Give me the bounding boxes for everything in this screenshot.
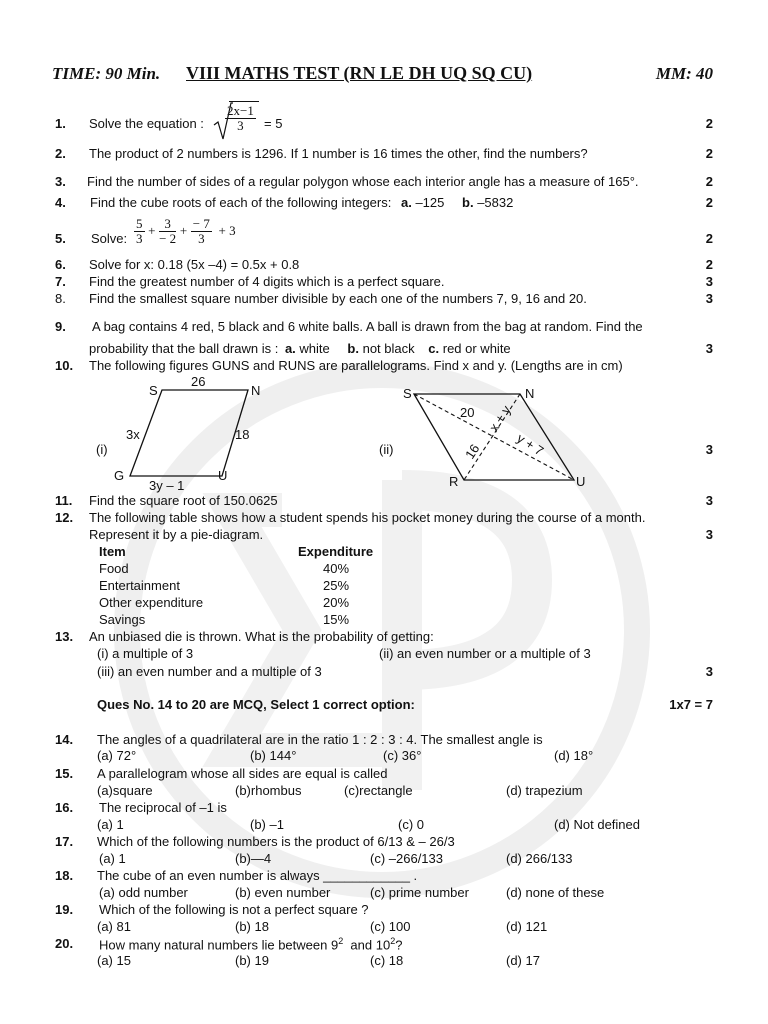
operator: + bbox=[148, 222, 156, 238]
radicand-fraction bbox=[225, 104, 256, 133]
question-number: 11. bbox=[55, 493, 73, 508]
segment-label: x + y bbox=[486, 402, 514, 435]
option-label: a. bbox=[284, 341, 296, 356]
question-number: 15. bbox=[55, 766, 74, 781]
mcq-section-marks: 1x7 = 7 bbox=[669, 697, 713, 712]
question-number: 19. bbox=[55, 902, 74, 917]
option-c: (c) –266/133 bbox=[370, 851, 443, 866]
side-length-label: 3y – 1 bbox=[149, 478, 185, 493]
question-number: 20. bbox=[55, 936, 74, 951]
option-value: –125 bbox=[415, 195, 445, 210]
question-text: Find the number of sides of a regular polygon whose each interior angle has a measure of 165°. bbox=[87, 174, 639, 189]
option-d: (d) 17 bbox=[506, 953, 540, 968]
question-marks: 2 bbox=[705, 146, 713, 161]
table-cell: 40% bbox=[323, 561, 350, 576]
option-value: red or white bbox=[442, 341, 511, 356]
vertex-label: N bbox=[251, 383, 261, 398]
time-label: TIME: 90 Min. bbox=[52, 64, 161, 83]
option-label: a. bbox=[400, 195, 412, 210]
vertex-label: U bbox=[576, 474, 586, 489]
table-cell: Food bbox=[99, 561, 129, 576]
fraction-denominator: 3 bbox=[136, 231, 143, 246]
option-value: not black bbox=[362, 341, 415, 356]
option-label: b. bbox=[347, 341, 359, 356]
option-a: (a) 81 bbox=[97, 919, 131, 934]
question-text: Solve for x: 0.18 (5x –4) = 0.5x + 0.8 bbox=[89, 257, 300, 272]
segment-label: y + 7 bbox=[514, 430, 547, 459]
option-a: (a) 15 bbox=[97, 953, 131, 968]
question-number: 18. bbox=[55, 868, 74, 883]
question-marks: 3 bbox=[705, 341, 713, 356]
question-text: Which of the following is not a perfect square ? bbox=[99, 902, 369, 917]
table-header: Expenditure bbox=[298, 544, 374, 559]
table-row bbox=[99, 560, 373, 577]
operator: + bbox=[179, 222, 188, 238]
table-cell: Other expenditure bbox=[99, 595, 204, 610]
question-text: Find the square root of 150.0625 bbox=[89, 493, 278, 508]
question-number: 8. bbox=[55, 291, 66, 306]
equation-rhs: = 5 bbox=[264, 116, 283, 131]
question-marks: 3 bbox=[705, 664, 713, 679]
segment-label: 20 bbox=[460, 405, 475, 420]
question-text: Which of the following numbers is the product of 6/13 & – 26/3 bbox=[97, 834, 455, 849]
option-c: (c) 36° bbox=[383, 748, 422, 763]
fraction-numerator: 2x−1 bbox=[227, 103, 254, 118]
vertex-label: R bbox=[449, 474, 459, 489]
question-text: Find the greatest number of 4 digits which is a perfect square. bbox=[89, 274, 445, 289]
sub-question: (iii) an even number and a multiple of 3 bbox=[97, 664, 322, 679]
question-number: 10. bbox=[55, 358, 74, 373]
table-cell: Entertainment bbox=[99, 578, 180, 593]
vertex-label: S bbox=[149, 383, 158, 398]
question-marks: 2 bbox=[705, 257, 713, 272]
question-number: 3. bbox=[55, 174, 66, 189]
option-c: (c) 0 bbox=[398, 817, 424, 832]
question-text: The following figures GUNS and RUNS are parallelograms. Find x and y. (Lengths are in cm) bbox=[89, 358, 623, 373]
question-marks: 3 bbox=[705, 442, 713, 457]
question-text: The product of 2 numbers is 1296. If 1 number is 16 times the other, find the numbers? bbox=[89, 146, 588, 161]
table-row bbox=[99, 594, 373, 611]
option-c: (c)rectangle bbox=[344, 783, 413, 798]
question-marks: 3 bbox=[705, 274, 713, 289]
question-text: A bag contains 4 red, 5 black and 6 white balls. A ball is drawn from the bag at random. Find the bbox=[92, 319, 643, 334]
question-number: 1. bbox=[55, 116, 66, 131]
question-number: 2. bbox=[55, 146, 66, 161]
side-length-label: 3x bbox=[126, 427, 140, 442]
question-text: Find the smallest square number divisible by each one of the numbers 7, 9, 16 and 20. bbox=[89, 291, 587, 306]
question-text: The angles of a quadrilateral are in the ratio 1 : 2 : 3 : 4. The smallest angle is bbox=[97, 732, 543, 747]
side-length-label: 26 bbox=[191, 374, 206, 389]
fraction-numerator: 5 bbox=[136, 216, 143, 231]
exponent: 2 bbox=[338, 936, 344, 946]
fraction-numerator: 3 bbox=[159, 217, 176, 232]
question-text: A parallelogram whose all sides are equal is called bbox=[97, 766, 388, 781]
option-b: (b) 144° bbox=[250, 748, 297, 763]
option-d: (d) none of these bbox=[506, 885, 605, 900]
question-text-part: and 10 bbox=[343, 937, 391, 953]
fraction-denominator: − 2 bbox=[159, 231, 177, 246]
question-text-part: How many natural numbers lie between 9 bbox=[99, 937, 339, 953]
question-text: The following table shows how a student spends his pocket money during the course of a month. bbox=[89, 510, 646, 525]
option-a: (a) odd number bbox=[99, 885, 188, 900]
equation bbox=[134, 217, 236, 246]
exponent: 2 bbox=[390, 936, 396, 946]
question-marks: 2 bbox=[705, 231, 713, 246]
option-b: (b) 19 bbox=[235, 953, 269, 968]
page-title: VIII MATHS TEST (RN LE DH UQ SQ CU) bbox=[186, 63, 533, 83]
option-d: (d) trapezium bbox=[506, 783, 583, 798]
question-number: 16. bbox=[55, 800, 74, 815]
question-number: 4. bbox=[55, 195, 66, 210]
question-text: Find the cube roots of each of the following integers: bbox=[90, 195, 392, 210]
fraction-numerator: − 7 bbox=[192, 216, 210, 231]
option-a: (a) 1 bbox=[99, 851, 126, 866]
fraction-denominator: 3 bbox=[237, 118, 244, 133]
question-number: 7. bbox=[55, 274, 66, 289]
sub-question: (ii) an even number or a multiple of 3 bbox=[379, 646, 591, 661]
question-text: The reciprocal of –1 is bbox=[99, 800, 227, 815]
table-row bbox=[99, 577, 373, 594]
figure-label: (ii) bbox=[379, 442, 394, 457]
question-marks: 2 bbox=[705, 195, 713, 210]
option-b: (b) 18 bbox=[235, 919, 269, 934]
option-b: (b)—4 bbox=[235, 851, 272, 866]
sub-question: (i) a multiple of 3 bbox=[97, 646, 194, 661]
segment-label: 16 bbox=[462, 441, 483, 462]
table-header: Item bbox=[99, 544, 126, 559]
table-cell: Savings bbox=[99, 612, 146, 627]
question-marks: 2 bbox=[705, 174, 713, 189]
option-d: (d) 266/133 bbox=[506, 851, 573, 866]
figure-label: (i) bbox=[96, 442, 108, 457]
question-marks: 3 bbox=[705, 291, 713, 306]
question-text: Represent it by a pie-diagram. bbox=[89, 527, 264, 542]
option-c: (c) prime number bbox=[370, 885, 469, 900]
question-text-part: ? bbox=[395, 937, 403, 953]
question-number: 6. bbox=[55, 257, 66, 272]
question-number: 12. bbox=[55, 510, 74, 525]
vertex-label: G bbox=[114, 468, 125, 483]
option-value: white bbox=[299, 341, 330, 356]
question-text: Solve the equation : bbox=[89, 116, 204, 131]
option-d: (d) 18° bbox=[554, 748, 594, 763]
max-marks-label: MM: 40 bbox=[655, 64, 713, 83]
option-d: (d) 121 bbox=[506, 919, 548, 934]
vertex-label: U bbox=[218, 468, 228, 483]
table-row bbox=[99, 611, 373, 628]
side-length-label: 18 bbox=[235, 427, 250, 442]
option-a: (a) 72° bbox=[97, 748, 137, 763]
question-number: 5. bbox=[55, 231, 66, 246]
question-marks: 3 bbox=[705, 493, 713, 508]
table-cell: 25% bbox=[323, 578, 350, 593]
question-marks: 2 bbox=[705, 116, 713, 131]
question-text bbox=[99, 936, 402, 952]
option-b: (b)rhombus bbox=[235, 783, 302, 798]
option-a: (a)square bbox=[97, 783, 153, 798]
fraction-denominator: 3 bbox=[198, 231, 205, 246]
option-d: (d) Not defined bbox=[554, 817, 640, 832]
question-number: 17. bbox=[55, 834, 74, 849]
option-c: (c) 100 bbox=[370, 919, 411, 934]
question-text: Solve: bbox=[91, 231, 128, 246]
table-cell: 20% bbox=[323, 595, 350, 610]
question-number: 9. bbox=[55, 319, 66, 334]
vertex-label: S bbox=[403, 386, 412, 401]
option-b: (b) –1 bbox=[250, 817, 284, 832]
expenditure-table bbox=[99, 543, 373, 628]
table-header-row bbox=[99, 543, 373, 560]
parallelogram-runs-figure bbox=[400, 380, 590, 490]
question-text: The cube of an even number is always ____________ . bbox=[97, 868, 418, 883]
option-b: (b) even number bbox=[235, 885, 331, 900]
vertex-label: N bbox=[525, 386, 535, 401]
radical-bar bbox=[229, 101, 259, 102]
question-text: An unbiased die is thrown. What is the probability of getting: bbox=[89, 629, 434, 644]
option-a: (a) 1 bbox=[97, 817, 124, 832]
equation-tail: + 3 bbox=[218, 222, 236, 238]
table-cell: 15% bbox=[323, 612, 350, 627]
question-marks: 3 bbox=[705, 527, 713, 542]
option-label: c. bbox=[428, 341, 440, 356]
mcq-section-header: Ques No. 14 to 20 are MCQ, Select 1 correct option: bbox=[97, 697, 415, 712]
question-number: 14. bbox=[55, 732, 74, 747]
option-label: b. bbox=[462, 195, 474, 210]
option-c: (c) 18 bbox=[370, 953, 404, 968]
option-value: –5832 bbox=[477, 195, 514, 210]
question-number: 13. bbox=[55, 629, 74, 644]
question-text: probability that the ball drawn is : bbox=[89, 341, 279, 356]
